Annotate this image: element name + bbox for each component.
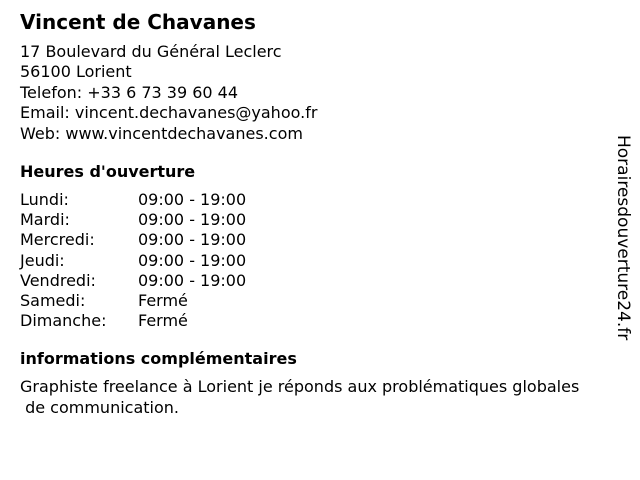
day-label: Vendredi: [20,270,96,290]
day-label: Lundi: [20,190,69,210]
info-line-1: Graphiste freelance à Lorient je réponds aux problématiques globales [20,377,580,397]
day-label: Mardi: [20,210,70,230]
side-brand-text: Horairesdouverture24.fr [613,135,633,341]
hours-row-saturday [20,291,620,311]
hours-row-monday [20,190,620,210]
day-label: Dimanche: [20,311,107,331]
business-name: Vincent de Chavanes [20,10,256,34]
email-line: Email: vincent.dechavanes@yahoo.fr [20,103,318,123]
address-line-1: 17 Boulevard du Général Leclerc [20,42,282,61]
hours-table [20,190,620,331]
info-line-2: de communication. [20,397,179,417]
hours-row-thursday [20,251,620,271]
hours-row-friday [20,271,620,291]
day-time: 09:00 - 19:00 [138,230,247,250]
info-heading: informations complémentaires [20,349,297,369]
phone-line: Telefon: +33 6 73 39 60 44 [20,82,239,102]
hours-row-tuesday [20,210,620,230]
day-time: 09:00 - 19:00 [138,210,247,230]
address-line-2: 56100 Lorient [20,62,132,82]
contact-block [20,42,620,144]
business-card [20,10,620,418]
day-time: 09:00 - 19:00 [138,270,247,290]
day-time: 09:00 - 19:00 [138,250,247,270]
hours-heading: Heures d'ouverture [20,162,196,182]
day-time: 09:00 - 19:00 [138,190,247,210]
hours-row-wednesday [20,230,620,250]
day-label: Mercredi: [20,230,95,250]
hours-row-sunday [20,311,620,331]
web-line: Web: www.vincentdechavanes.com [20,123,303,143]
day-label: Jeudi: [20,250,65,270]
day-label: Samedi: [20,291,86,311]
day-time: Fermé [138,291,188,311]
info-description [20,377,630,418]
day-time: Fermé [138,311,188,331]
